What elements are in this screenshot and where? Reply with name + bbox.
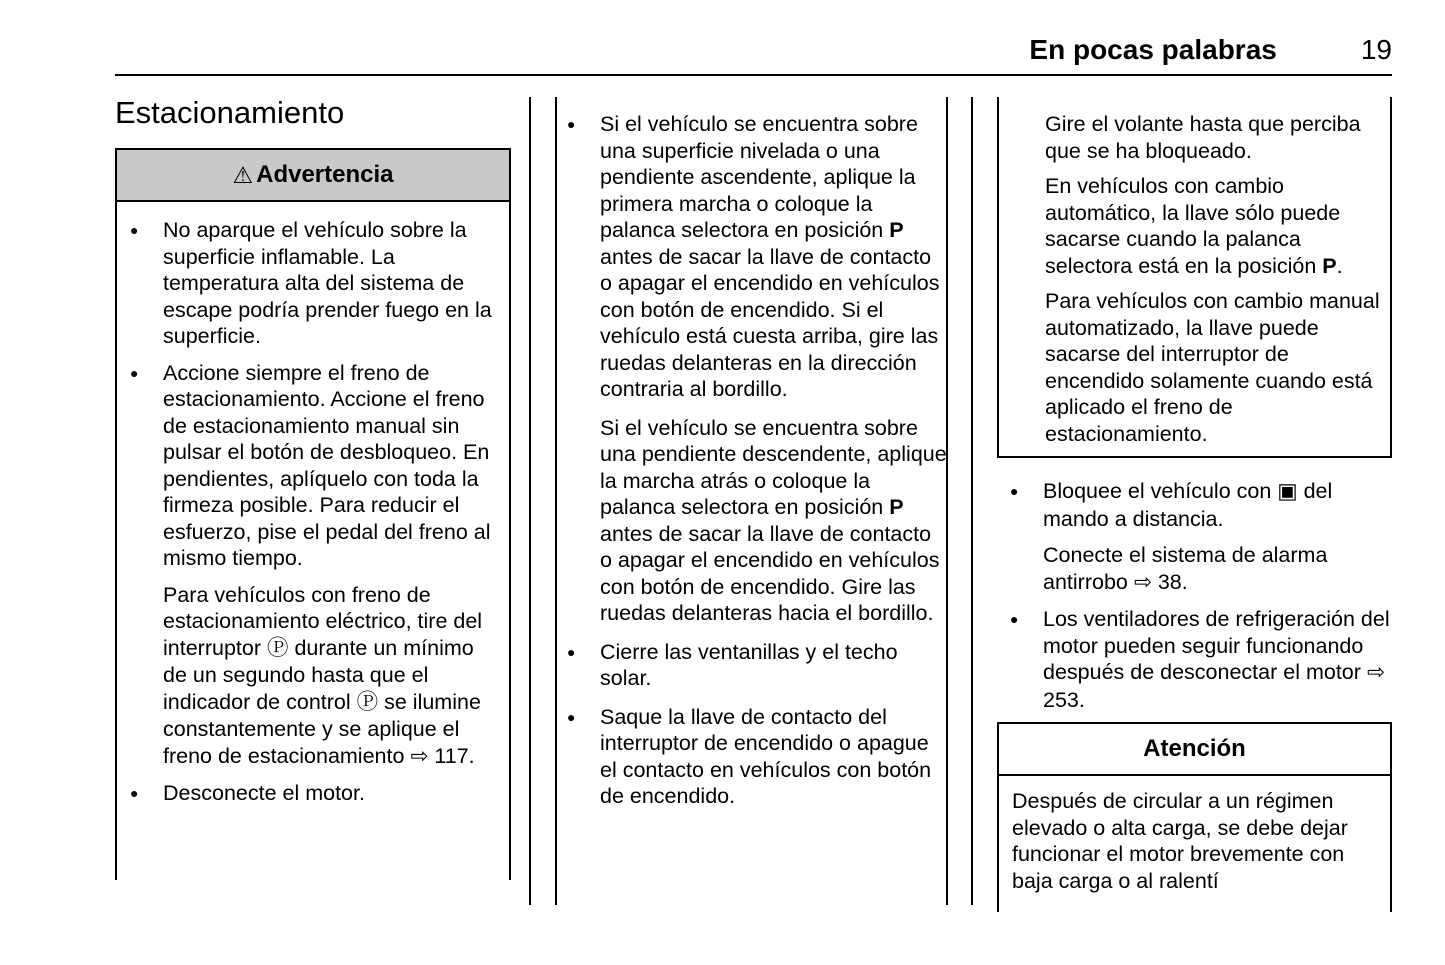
bullet-icon: ● — [567, 116, 576, 132]
text-run: del mando a distancia. — [1043, 479, 1333, 531]
text-run: Cierre las ventanillas y el techo solar. — [600, 639, 898, 690]
warning-box-continuation-col2 — [556, 97, 947, 822]
list-item — [556, 111, 947, 403]
text-run: Gire el volante hasta que perciba que se ha bloqueado. — [1045, 112, 1361, 163]
item-text — [1043, 542, 1392, 596]
page-ref-arrow-icon: ⇨ — [1133, 569, 1152, 595]
text-run: No aparque el vehículo sobre la superficie inflamable. La temperatura alta del sistema de escape podría prender fuego en la superficie. — [163, 218, 492, 348]
text-run: se ilumine constantemente y se aplique el freno de estacionamiento — [163, 689, 481, 768]
topic-heading: Estacionamiento — [115, 95, 345, 130]
text-run: P — [889, 218, 904, 242]
text-run: Accione siempre el freno de estacionamiento. Accione el freno de estacionamiento manual sin pulsar el botón de desbloqueo. En pendientes, aplíquelo con toda la firmeza posible. Para reducir el esfuerzo, pise el pedal del freno al mismo tiempo. — [163, 360, 491, 570]
item-text — [163, 217, 501, 350]
remote-control-icon: ▣ — [1277, 479, 1298, 504]
item-text — [163, 780, 501, 807]
text-run: Desconecte el motor. — [163, 781, 365, 805]
column3-list — [997, 470, 1392, 723]
text-run: Bloquee el vehículo con — [1043, 479, 1278, 503]
column-separator-line — [971, 97, 973, 905]
list-item — [556, 704, 947, 810]
item-text — [163, 360, 501, 572]
item-text — [163, 582, 501, 771]
list-item — [117, 217, 501, 350]
text-run: . — [1336, 253, 1343, 278]
item-text — [600, 639, 947, 692]
page-ref-arrow-icon: ⇨ — [410, 743, 429, 769]
bullet-icon: ● — [130, 785, 139, 801]
list-paragraph — [117, 582, 501, 771]
text-run: Saque la llave de contacto del interruptor de encendido o apague el contacto en vehículos con botón de encendido. — [600, 704, 932, 808]
warning-title: Advertencia — [256, 161, 394, 188]
list-paragraph — [997, 542, 1392, 596]
warning-paragraph — [1045, 111, 1384, 164]
item-text — [600, 704, 947, 810]
caution-box — [997, 722, 1392, 912]
list-item — [117, 360, 501, 572]
caution-box-body — [999, 776, 1390, 894]
text-run: 117. — [428, 743, 475, 768]
parking-brake-switch-icon: Ⓟ — [266, 635, 289, 661]
warning-box-continuation-col3 — [997, 97, 1392, 458]
section-title: En pocas palabras — [1029, 34, 1277, 65]
text-run: P — [889, 495, 904, 519]
list-item — [556, 639, 947, 692]
item-text — [600, 415, 947, 627]
text-run: Los ventiladores de refrigeración del motor pueden seguir funcionando después de desconectar el motor — [1043, 607, 1390, 684]
page-header — [115, 0, 1392, 76]
text-run: antes de sacar la llave de contacto o apagar el encendido en vehículos con botón de encendido. Si el vehículo está cuesta arriba, gire las ruedas delanteras en la dirección contraria al bordillo. — [600, 244, 940, 401]
text-run: Después de circular a un régimen elevado o alta carga, se debe dejar funcionar el motor brevemente con baja carga o al ralentí — [1012, 789, 1348, 893]
page-ref-arrow-icon: ⇨ — [1366, 660, 1385, 685]
caution-title: Atención — [1143, 735, 1246, 762]
bullet-icon: ● — [567, 708, 576, 725]
text-run: En vehículos con cambio automático, la llave sólo puede sacarse cuando la palanca selectora está en la posición — [1045, 174, 1341, 278]
text-run: 253. — [1043, 687, 1085, 712]
bullet-icon: ● — [130, 222, 139, 238]
warning-paragraph — [1045, 288, 1384, 447]
list-item — [997, 606, 1392, 713]
bullet-icon: ● — [1010, 611, 1019, 627]
item-text — [600, 111, 947, 403]
warning-box-body — [117, 202, 509, 807]
warning-box-header — [117, 150, 509, 202]
text-run: P — [1322, 253, 1337, 278]
text-run: Para vehículos con freno de estacionamiento eléctrico, tire del interruptor — [163, 582, 483, 660]
list-paragraph — [556, 415, 947, 627]
page-number: 19 — [1360, 34, 1392, 65]
warning-paragraph — [1045, 173, 1384, 279]
item-text — [1043, 606, 1392, 713]
bullet-icon: ● — [1010, 483, 1019, 499]
text-run: Si el vehículo se encuentra sobre una superficie nivelada o una pendiente ascendente, aplique la primera marcha o coloque la palanca selectora en posición — [600, 112, 918, 242]
warning-triangle-icon: ⚠ — [232, 161, 254, 188]
parking-brake-indicator-icon: Ⓟ — [356, 689, 379, 715]
text-run: Si el vehículo se encuentra sobre una pendiente descendente, aplique la marcha atrás o coloque la palanca selectora en posición — [600, 415, 947, 519]
caution-box-header — [999, 724, 1390, 776]
item-text — [1043, 478, 1392, 532]
warning-box — [115, 148, 511, 880]
text-run: Conecte el sistema de alarma antirrobo — [1043, 543, 1328, 594]
bullet-icon: ● — [130, 364, 139, 381]
bullet-icon: ● — [567, 643, 576, 660]
list-item — [997, 478, 1392, 532]
text-run: Para vehículos con cambio manual automatizado, la llave puede sacarse del interruptor de encendido solamente cuando está aplicado el freno de estacionamiento. — [1045, 289, 1380, 446]
text-run: antes de sacar la llave de contacto o apagar el encendido en vehículos con botón de encendido. Gire las ruedas delanteras hacia el bordillo. — [600, 521, 940, 625]
column-separator-line — [529, 97, 531, 905]
text-run: 38. — [1151, 569, 1188, 594]
text-run: durante un mínimo de un segundo hasta que el indicador de control — [163, 635, 474, 714]
list-item — [117, 780, 501, 807]
